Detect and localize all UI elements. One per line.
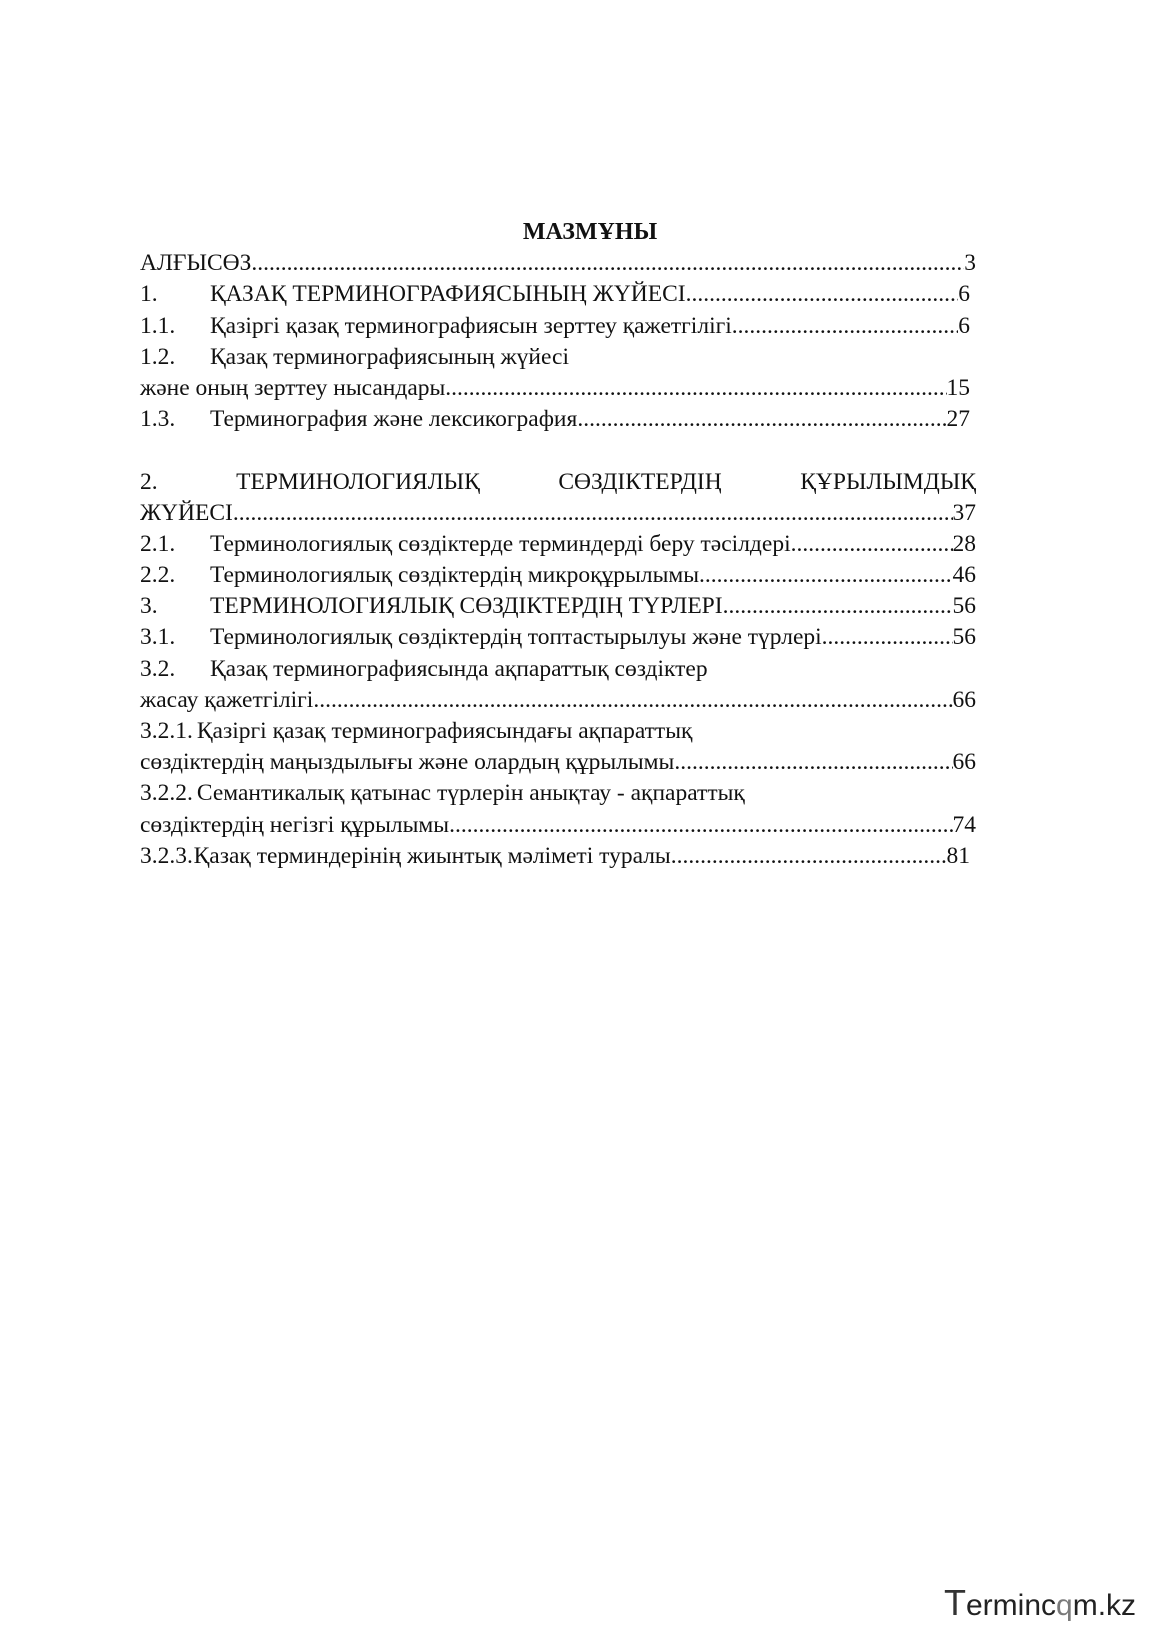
toc-entry-section-2-cont[interactable] [140,498,976,529]
toc-entry-section-3-2-cont[interactable] [140,685,976,716]
toc-entry-page: 66 [952,686,976,713]
toc-entry-text: сөздіктердің негізгі құрылымы [140,811,450,838]
toc-entry-page: 74 [952,811,976,838]
toc-entry-page: 6 [958,312,970,339]
toc-entry-number: 3.1. [140,624,176,651]
toc-entry-section-3-2[interactable] [140,654,1020,685]
logo-text-part1: erminc [966,1589,1057,1622]
toc-entry-section-3-2-3[interactable] [140,841,970,872]
toc-entry-text: Қазақ терминографиясының жүйесі [210,343,569,370]
toc-entry-page: 6 [958,281,970,308]
toc-entry-number: 1.2. [140,343,176,370]
toc-entry-number: 3.2.2. [140,780,193,807]
toc-entry-section-2[interactable] [140,467,976,498]
toc-entry-foreword[interactable] [140,248,976,279]
toc-entry-text: Қазақ терминдерінің жиынтық мәліметі туралы [193,842,671,869]
toc-entry-section-3-2-2[interactable] [140,778,1020,809]
toc-entry-page: 27 [946,406,970,433]
toc-leader-dots [445,373,946,404]
toc-entry-number: 1. [140,281,158,308]
toc-entry-text: Қазақ терминографиясында ақпараттық сөздіктер [210,655,708,682]
page-title: МАЗМҰНЫ [522,219,658,245]
toc-entry-word: СӨЗДІКТЕРДІҢ [558,468,722,495]
toc-entry-page: 56 [952,624,976,651]
toc-entry-section-3-2-2-cont[interactable] [140,810,976,841]
toc-entry-section-3-1[interactable] [140,622,976,653]
toc-entry-text: АЛҒЫСӨЗ [140,250,252,277]
toc-entry-text: Қазіргі қазақ терминографиясындағы ақпараттық [196,718,693,744]
toc-entry-page: 3 [964,250,976,277]
toc-entry-page: 81 [946,842,970,869]
toc-entry-text: сөздіктердің маңыздылығы және олардың құрылымы [140,749,675,776]
toc-entry-number: 1.1. [140,312,176,339]
toc-entry-section-3[interactable] [140,591,976,622]
toc-entry-text: Семантикалық қатынас түрлерін анықтау - ақпараттық [196,780,745,807]
toc-entry-number: 3. [140,593,158,620]
toc-entry-section-2-1[interactable] [140,529,976,560]
toc-entry-number: 2. [140,468,158,495]
toc-entry-word: ҚҰРЫЛЫМДЫҚ [800,468,976,495]
toc-entry-text: жасау қажетгілігі [140,686,314,713]
toc-entry-section-1-3[interactable] [140,404,970,435]
toc-entry-number: 2.2. [140,562,176,589]
toc-leader-dots [732,311,958,342]
toc-entry-text: Терминография және лексикография [210,406,578,433]
toc-entry-number: 3.2.3. [140,842,193,869]
toc-entry-section-3-2-1[interactable] [140,716,1020,747]
toc-leader-dots [822,622,953,653]
toc-entry-text: Терминологиялық сөздіктердің топтастырылуы және түрлері [210,624,822,651]
toc-leader-dots [723,591,953,622]
table-of-contents [140,217,1020,872]
toc-entry-number: 3.2. [140,655,176,682]
toc-entry-word: ТЕРМИНОЛОГИЯЛЫҚ [236,468,480,495]
toc-leader-dots [686,279,959,310]
toc-entry-number: 2.1. [140,530,176,557]
toc-entry-text: ҚАЗАҚ ТЕРМИНОГРАФИЯСЫНЫҢ ЖҮЙЕСІ [210,281,686,308]
toc-entry-text: ЖҮЙЕСІ [140,499,233,526]
toc-entry-section-3-2-1-cont[interactable] [140,747,976,778]
toc-entry-text: және оның зерттеу нысандары [140,374,446,401]
toc-entry-page: 56 [952,593,976,620]
toc-leader-dots [791,529,953,560]
toc-entry-section-1-2[interactable] [140,342,1020,373]
toc-entry-text: Терминологиялық сөздіктерде терминдерді беру тәсілдері [210,530,791,557]
logo-text-part2: m.kz [1072,1589,1137,1622]
toc-entry-number: 1.3. [140,406,176,433]
toc-entry-page: 15 [946,374,970,401]
toc-entry-number: 3.2.1. [140,718,193,744]
toc-leader-dots [313,685,952,716]
section-spacer [140,435,1020,466]
toc-entry-section-2-2[interactable] [140,560,976,591]
toc-entry-page: 37 [952,499,976,526]
toc-leader-dots [699,560,952,591]
toc-entry-section-1[interactable] [140,279,970,310]
toc-entry-page: 66 [952,749,976,776]
toc-entry-text: Қазіргі қазақ терминографиясын зерттеу қажетгілігі [210,312,732,339]
toc-leader-dots [449,810,952,841]
toc-entry-text: Терминологиялық сөздіктердің микроқұрылымы [210,562,700,589]
logo-letter-t: T [944,1582,966,1623]
toc-entry-section-1-1[interactable] [140,311,970,342]
toc-leader-dots [233,498,953,529]
toc-leader-dots [671,841,947,872]
toc-leader-dots [674,747,952,778]
toc-entry-page: 28 [952,530,976,557]
termincom-logo [944,1583,1144,1623]
logo-magnifier-icon: q [1056,1589,1073,1622]
toc-leader-dots [251,248,964,279]
toc-entry-text: ТЕРМИНОЛОГИЯЛЫҚ СӨЗДІКТЕРДІҢ ТҮРЛЕРІ [210,593,723,620]
toc-entry-section-1-2-cont[interactable] [140,373,970,404]
toc-entry-page: 46 [952,562,976,589]
toc-leader-dots [577,404,946,435]
